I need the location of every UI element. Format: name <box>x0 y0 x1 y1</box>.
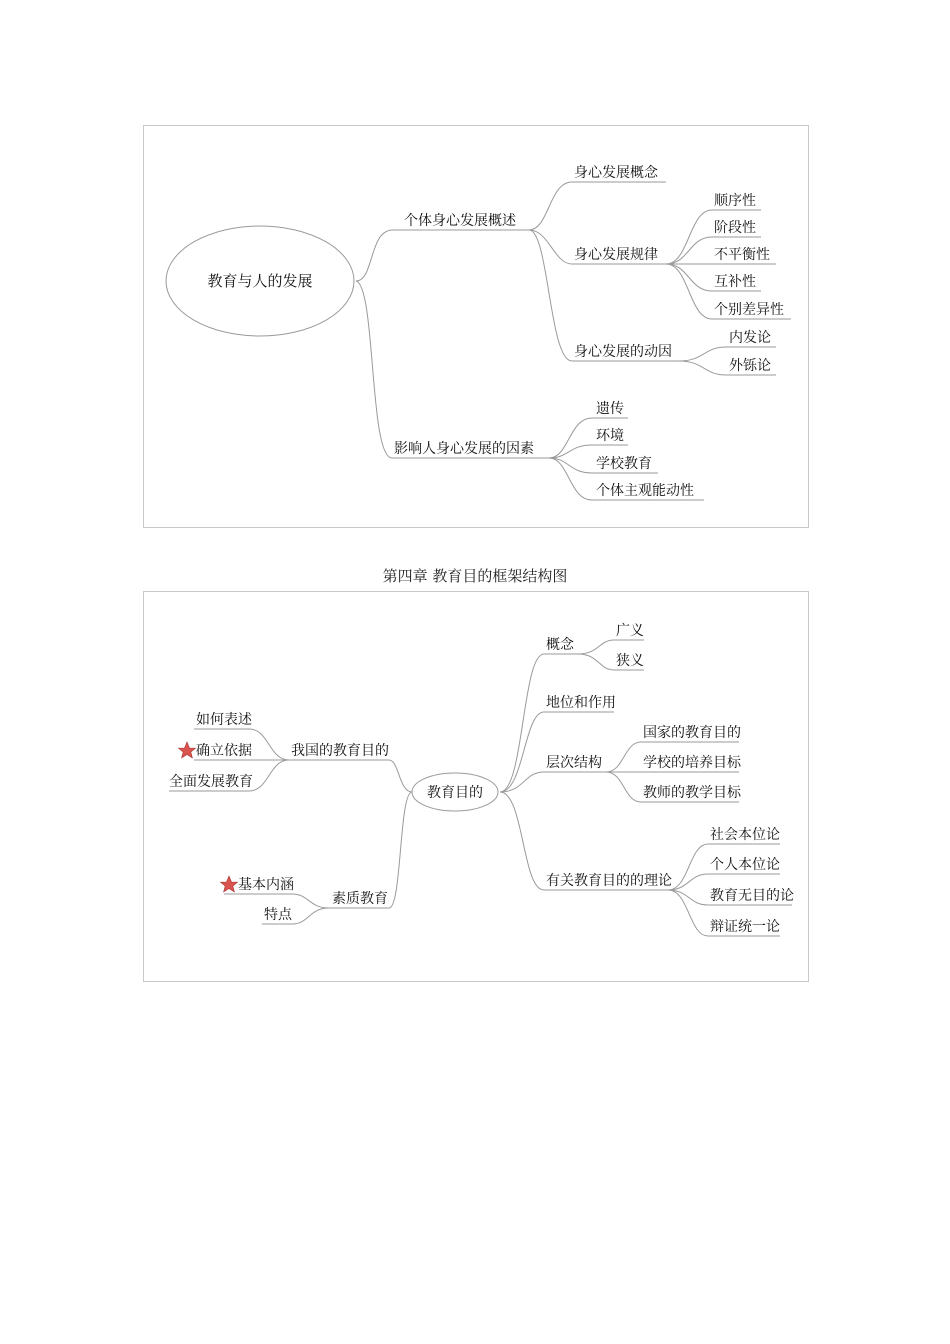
branch-factors: 影响人身心发展的因素 <box>394 441 534 457</box>
leaf-factor: 环境 <box>596 428 624 444</box>
leaf-quality: 基本内涵 <box>238 877 294 893</box>
mindmap-panel-education-aims <box>143 591 809 982</box>
leaf-theory: 社会本位论 <box>710 827 780 843</box>
leaf-law: 个别差异性 <box>714 302 784 318</box>
node-quality-education: 素质教育 <box>332 891 388 907</box>
leaf-theory: 辩证统一论 <box>710 919 780 935</box>
leaf-factor: 学校教育 <box>596 456 652 472</box>
node-laws: 身心发展规律 <box>574 247 658 263</box>
leaf-our-aims: 全面发展教育 <box>169 774 253 790</box>
branch-overview: 个体身心发展概述 <box>404 213 516 229</box>
leaf-concept: 狭义 <box>616 653 644 669</box>
star-icon <box>221 876 238 892</box>
mindmap-human-development <box>144 126 808 527</box>
node-theories: 有关教育目的的理论 <box>546 873 672 889</box>
leaf-theory: 教育无目的论 <box>710 888 794 904</box>
node-concept: 身心发展概念 <box>574 165 658 181</box>
node-our-aims: 我国的教育目的 <box>291 743 389 759</box>
figure-caption: 第四章 教育目的框架结构图 <box>382 567 568 585</box>
star-icon <box>179 742 196 758</box>
leaf-theory: 外铄论 <box>729 358 771 374</box>
leaf-level: 学校的培养目标 <box>643 755 741 771</box>
leaf-level: 教师的教学目标 <box>643 785 741 801</box>
leaf-law: 互补性 <box>714 274 756 290</box>
leaf-our-aims: 确立依据 <box>196 743 252 759</box>
leaf-theory: 内发论 <box>729 330 771 346</box>
leaf-our-aims: 如何表述 <box>196 712 252 728</box>
leaf-law: 顺序性 <box>714 193 756 209</box>
mindmap-panel-human-development <box>143 125 809 528</box>
leaf-factor: 个体主观能动性 <box>596 483 694 499</box>
leaf-quality: 特点 <box>264 907 292 923</box>
node-motivation: 身心发展的动因 <box>574 344 672 360</box>
node-status: 地位和作用 <box>546 695 616 711</box>
leaf-theory: 个人本位论 <box>710 857 780 873</box>
root-node: 教育与人的发展 <box>207 272 313 290</box>
leaf-law: 不平衡性 <box>714 247 770 263</box>
leaf-level: 国家的教育目的 <box>643 725 741 741</box>
root-node: 教育目的 <box>427 785 483 801</box>
node-levels: 层次结构 <box>546 755 602 771</box>
leaf-factor: 遗传 <box>596 401 624 417</box>
leaf-concept: 广义 <box>616 623 644 639</box>
leaf-law: 阶段性 <box>714 220 756 236</box>
node-concept: 概念 <box>546 637 574 653</box>
mindmap-education-aims <box>144 592 808 981</box>
